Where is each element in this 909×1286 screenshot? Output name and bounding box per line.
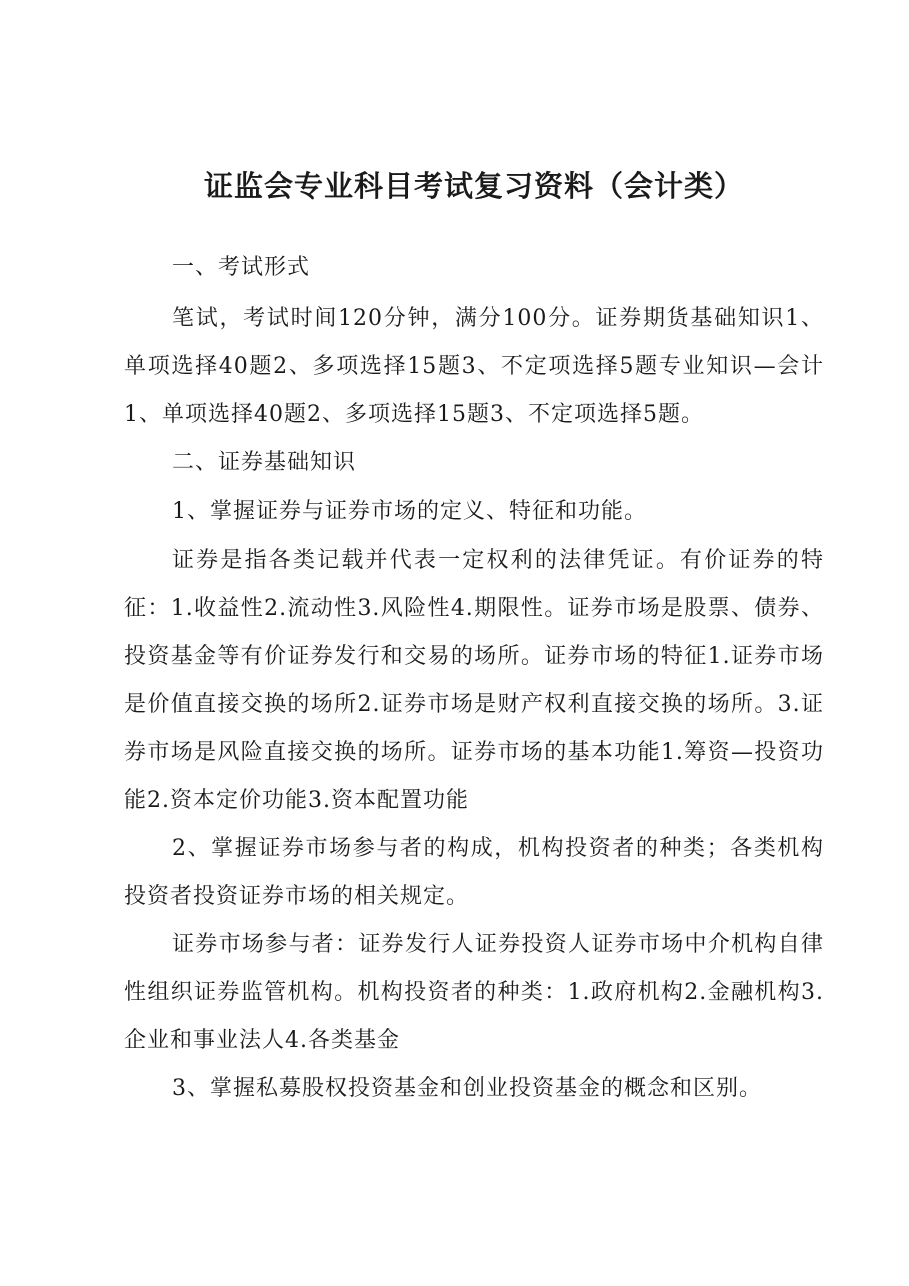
item-heading-3: 3、掌握私募股权投资基金和创业投资基金的概念和区别。 [172, 1076, 762, 1101]
section-heading-securities-basics: 二、证券基础知识 [172, 450, 357, 475]
paragraph-market-participants: 证券市场参与者：证券发行人证券投资人证券市场中介机构自律性组织证券监管机构。机构投资者的种类：1.政府机构2.金融机构3.企业和事业法人4.各类基金 [124, 932, 824, 1053]
section-heading-exam-format: 一、考试形式 [172, 255, 311, 280]
item-heading-1: 1、掌握证券与证券市场的定义、特征和功能。 [172, 499, 647, 524]
document-title: 证监会专业科目考试复习资料（会计类） [203, 169, 744, 203]
paragraph-securities-definition: 证券是指各类记载并代表一定权利的法律凭证。有价证券的特征：1.收益性2.流动性3.风险性4.期限性。证券市场是股票、债券、投资基金等有价证券发行和交易的场所。证券市场的特征1.证券市场是价值直接交换的场所2.证券市场是财产权利直接交换的场所。3.证券市场是风险直接交换的场所。证券市场的基本功能1.筹资—投资功能2.资本定价功能3.资本配置功能 [124, 548, 824, 813]
item-heading-2: 2、掌握证券市场参与者的构成，机构投资者的种类；各类机构投资者投资证券市场的相关规定。 [124, 836, 824, 909]
paragraph-exam-details: 笔试，考试时间120分钟，满分100分。证券期货基础知识1、单项选择40题2、多项选择15题3、不定项选择5题专业知识—会计1、单项选择40题2、多项选择15题3、不定项选择5题。 [124, 306, 824, 427]
